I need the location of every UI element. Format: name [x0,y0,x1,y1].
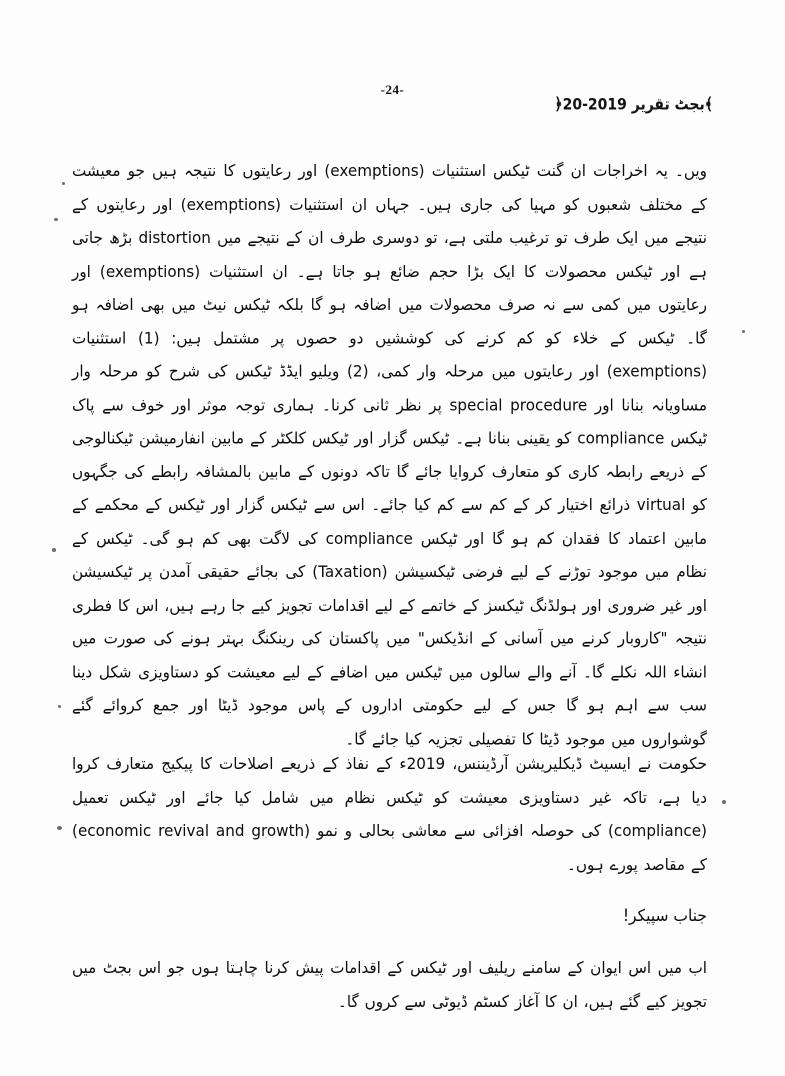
page-number: -24- [380,82,405,97]
document-header-title: ﴾بجٹ تقریر 2019-20﴿ [554,95,713,115]
closing-paragraph: اب میں اس ایوان کے سامنے ریلیف اور ٹیکس کے اقدامات پیش کرنا چاہتا ہوں جو اس بجٹ میں تجویز کیے گئے ہیں، ان کا آغاز کسٹم ڈیوٹی سے کروں گا۔ [72,958,707,1011]
scan-speck [722,800,726,804]
scan-speck [52,548,56,552]
body-paragraph-2: حکومت نے ایسیٹ ڈیکلیریشن آرڈیننس، 2019ء کے نفاذ کے ذریعے اصلاحات کا پیکیج متعارف کروا دیا ہے، تاکہ غیر دستاویزی معیشت کو ٹیکس نظام میں شامل کیا جائے اور ٹیکس تعمیل (compliance) کی حوصلہ افزائی سے معاشی بحالی و نمو (economic revival and growth) کے مقاصد پورے ہوں۔ [72,754,707,874]
salutation: جناب سپیکر! [622,906,707,926]
document-body [72,155,707,1031]
scan-speck [57,826,62,830]
scan-speck [58,705,61,708]
scan-speck [742,330,745,333]
scan-speck [54,218,58,221]
scan-speck [62,182,65,185]
body-paragraph-1: ویں۔ یہ اخراجات ان گنت ٹیکس استثنیات (exemptions) اور رعایتوں کا نتیجہ ہیں جو معیشت کے مختلف شعبوں کو مہیا کی جاری ہیں۔ جہاں ان استثنیات (exemptions) اور رعایتوں کے نتیجے میں ایک طرف تو ترغیب ملتی ہے، تو دوسری طرف ان کے نتیجے میں distortion بڑھ جاتی ہے اور ٹیکس محصولات کا ایک بڑا حجم ضائع ہو جاتا ہے۔ ان استثنیات (exemptions) اور رعایتوں میں کمی سے نہ صرف محصولات میں اضافہ ہو گا بلکہ ٹیکس نیٹ میں بھی اضافہ ہو گا۔ ٹیکس کے خلاء کو کم کرنے کی کوششیں دو حصوں پر مشتمل ہیں: (1) استثنیات (exemptions) اور رعایتوں میں مرحلہ وار کمی، (2) ویلیو ایڈڈ ٹیکس کی شرح کو مرحلہ وار مساویانہ بنانا اور special procedure پر نظر ثانی کرنا۔ ہماری توجہ موثر اور خوف سے پاک ٹیکس compliance کو یقینی بنانا ہے۔ ٹیکس گزار اور ٹیکس کلکٹر کے مابین انفارمیشن ٹیکنالوجی کے ذریعے رابطہ کاری کو متعارف کروایا جائے گا تاکہ دونوں کے مابین بالمشافہ رابطے کی جگہوں کو virtual ذرائع اختیار کر کے کم سے کم کیا جائے۔ اس سے ٹیکس گزار اور ٹیکس کے محکمے کے مابین اعتماد کا فقدان کم ہو گا اور ٹیکس compliance کی لاگت بھی کم ہو گی۔ ٹیکس کے نظام میں موجود توڑنے کے لیے فرضی ٹیکسیشن (Taxation) کی بجائے حقیقی آمدن پر ٹیکسیشن اور غیر ضروری اور ہولڈنگ ٹیکسز کے خاتمے کے لیے اقدامات تجویز کیے جا رہے ہیں، اس کا فطری نتیجہ "کاروبار کرنے میں آسانی کے انڈیکس" میں پاکستان کی رینکنگ بہتر ہونے کی صورت میں انشاء اللہ نکلے گا۔ آنے والے سالوں میں ٹیکس میں اضافے کے لیے معیشت کو دستاویزی شکل دینا سب سے اہم ہو گا جس کے لیے حکومتی اداروں کے پاس موجود ڈیٹا اور جمع کروائے گئے گوشواروں میں موجود ڈیٹا کا تفصیلی تجزیہ کیا جائے گا۔ [72,161,708,749]
